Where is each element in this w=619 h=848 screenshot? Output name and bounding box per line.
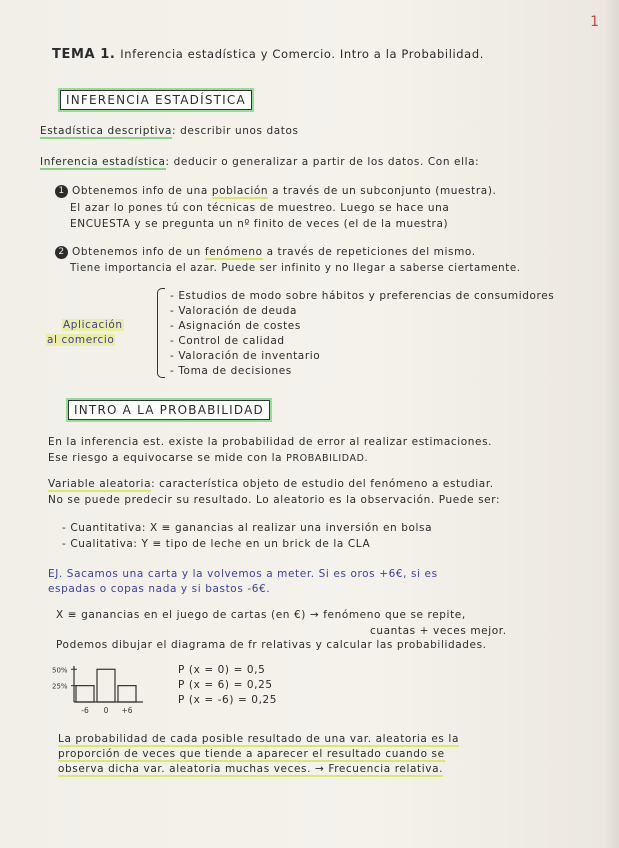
x-tick-label: 0 — [103, 706, 109, 715]
inferencia-def: : deducir o generalizar a partir de los datos. Con ella: — [165, 156, 480, 168]
document-title — [52, 47, 484, 62]
prob-line2-probabilidad: PROBABILIDAD. — [286, 453, 369, 464]
prob-x0: P (x = 0) = 0,5 — [178, 664, 266, 676]
va-def: : característica objeto de estudio del fenómeno a estudiar. — [151, 478, 494, 490]
final-line1 — [58, 732, 459, 746]
inferencia-line — [40, 155, 479, 169]
y-tick-label: 25% — [52, 682, 68, 691]
page-number: 1 — [590, 14, 599, 30]
point2-text-a: Obtenemos info de un — [72, 246, 205, 258]
tema-label: TEMA 1. — [52, 47, 116, 62]
point2-line2: Tiene importancia el azar. Puede ser infinito y no llegar a saberse ciertamente. — [70, 263, 521, 274]
aplicacion-brace — [157, 288, 165, 378]
point2-number: 2 — [55, 246, 68, 259]
point1-line1 — [55, 184, 496, 198]
bar — [97, 669, 115, 702]
point1-text-a: Obtenemos info de una — [72, 185, 212, 197]
va-term: Variable aleatoria — [48, 478, 152, 490]
prob-line2-text: Ese riesgo a equivocarse se mide con la — [48, 452, 287, 464]
aplicacion-label-2 — [46, 333, 115, 347]
point2-fenomeno: fenómeno — [204, 246, 263, 258]
diagrama-line: Podemos dibujar el diagrama de fr relativas y calcular las probabilidades. — [56, 639, 487, 651]
tipo-cualitativa: - Cualitativa: Y ≡ tipo de leche en un brick de la CLA — [62, 538, 371, 550]
x-tick-label: +6 — [121, 706, 133, 715]
aplicacion-label-1 — [62, 318, 124, 332]
prob-line1: En la inferencia est. existe la probabilidad de error al realizar estimaciones. — [48, 436, 493, 448]
x-tick-label: -6 — [81, 706, 89, 715]
aplicacion-item: - Control de calidad — [170, 335, 285, 347]
ejemplo-line1: EJ. Sacamos una carta y la volvemos a meter. Si es oros +6€, si es — [48, 568, 438, 580]
page-edge-shadow — [605, 0, 619, 848]
final-text-1: La probabilidad de cada posible resultado de una var. aleatoria es la — [58, 733, 459, 745]
prob-line2 — [48, 451, 368, 466]
point2-text-c: a través de repeticiones del mismo. — [262, 246, 476, 258]
aplicacion-item: - Asignación de costes — [170, 320, 301, 332]
aplicacion-item: - Valoración de inventario — [170, 350, 321, 362]
inferencia-term: Inferencia estadística — [40, 156, 166, 168]
aplicacion-item: - Valoración de deuda — [170, 305, 298, 317]
descriptiva-term: Estadística descriptiva — [40, 125, 173, 137]
ejemplo-line2: espadas o copas nada y si bastos -6€. — [48, 583, 271, 595]
descriptiva-line — [40, 124, 299, 138]
va-line2: No se puede predecir su resultado. Lo aleatorio es la observación. Puede ser: — [48, 494, 501, 506]
prob-x6: P (x = 6) = 0,25 — [178, 679, 273, 691]
point1-line2: El azar lo pones tú con técnicas de muestreo. Luego se hace una — [70, 202, 450, 214]
aplicacion-text-2: al comercio — [47, 334, 115, 346]
frecuencias-chart — [50, 662, 160, 718]
y-tick-label: 50% — [52, 666, 68, 675]
aplicacion-text-1: Aplicación — [63, 319, 123, 331]
bar — [76, 686, 94, 702]
point1-text-c: a través de un subconjunto (muestra). — [268, 185, 497, 197]
section-heading-inferencia: INFERENCIA ESTADÍSTICA — [60, 90, 252, 110]
aplicacion-item: - Toma de decisiones — [170, 365, 292, 377]
descriptiva-def: : describir unos datos — [172, 125, 299, 137]
bar — [118, 686, 136, 702]
section-heading-probabilidad: INTRO A LA PROBABILIDAD — [68, 400, 270, 420]
tema-title: Inferencia estadística y Comercio. Intro a la Probabilidad. — [120, 47, 484, 61]
final-line2 — [58, 747, 445, 761]
x-def-line1: X ≡ ganancias en el juego de cartas (en €) → fenómeno que se repite, — [56, 609, 466, 621]
final-line3 — [58, 762, 443, 776]
tipo-cuantitativa: - Cuantitativa: X ≡ ganancias al realizar una inversión en bolsa — [62, 522, 433, 534]
final-text-3: observa dicha var. aleatoria muchas veces. → Frecuencia relativa. — [58, 763, 444, 775]
prob-xm6: P (x = -6) = 0,25 — [178, 694, 278, 706]
final-text-2: proporción de veces que tiende a aparecer el resultado cuando se — [58, 748, 445, 760]
x-def-line2: cuantas + veces mejor. — [370, 625, 507, 637]
aplicacion-item: - Estudios de modo sobre hábitos y preferencias de consumidores — [170, 290, 555, 302]
va-line1 — [48, 477, 494, 491]
point1-poblacion: población — [211, 185, 269, 197]
point1-line3: ENCUESTA y se pregunta un nº finito de veces (el de la muestra) — [70, 218, 449, 230]
point1-number: 1 — [55, 185, 68, 198]
point2-line1 — [55, 245, 476, 259]
